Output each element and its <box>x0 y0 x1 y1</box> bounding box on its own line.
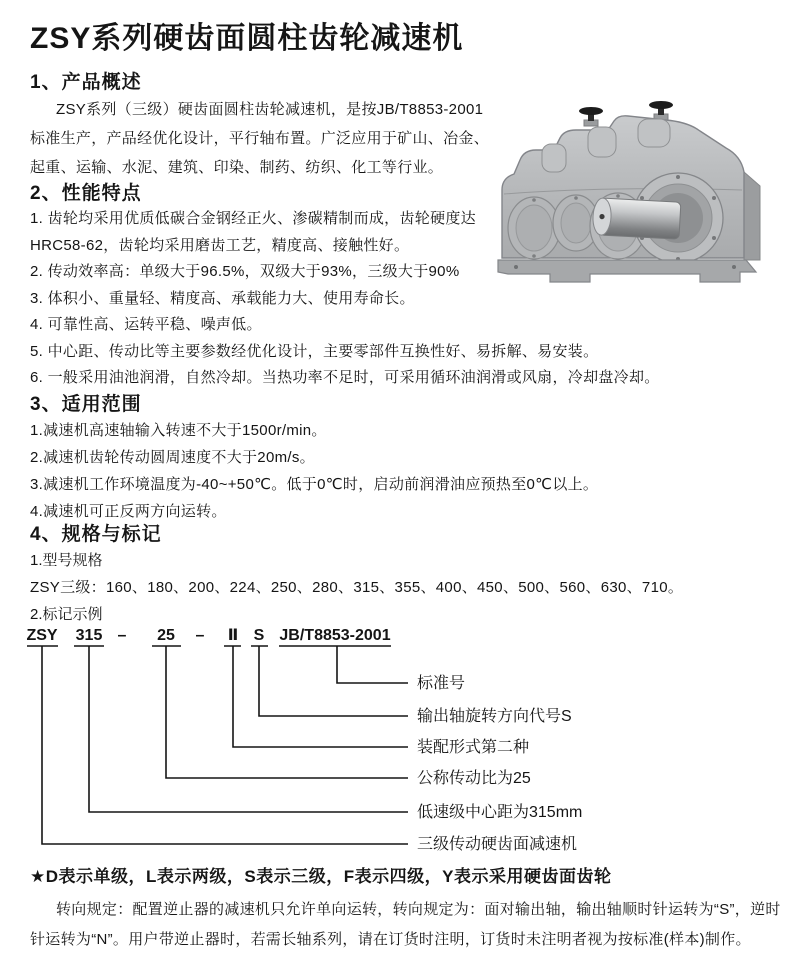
marking-label-center: 低速级中心距为315mm <box>417 803 583 821</box>
marking-label-stages: 三级传动硬齿面减速机 <box>417 835 578 853</box>
marking-token-ratio: 25 <box>157 626 175 644</box>
section-heading-spec: 4、规格与标记 <box>30 523 162 545</box>
performance-line: HRC58-62，齿轮均采用磨齿工艺，精度高、接触性好。 <box>30 236 410 254</box>
scope-line: 4.减速机可正反两方向运转。 <box>30 502 227 520</box>
document-page <box>0 20 800 964</box>
rotation-note-line: 针运转为“N”。用户带逆止器时，若需长轴系列，请在订货时注明，订货时未注明者视为按标准(样本)制作。 <box>30 930 751 948</box>
legend-footnote: ★D表示单级，L表示两级，S表示三级，F表示四级，Y表示采用硬齿面齿轮 <box>30 866 612 886</box>
overview-line: ZSY系列（三级）硬齿面圆柱齿轮减速机，是按JB/T8853-2001 <box>56 101 484 118</box>
spec-subheading-example: 2.标记示例 <box>30 605 103 623</box>
marking-token-dash: – <box>195 626 205 644</box>
marking-token-model: ZSY <box>26 626 58 644</box>
marking-token-assembly: Ⅱ <box>227 626 239 644</box>
marking-label-standard: 标准号 <box>417 674 466 692</box>
marking-label-ratio: 公称传动比为25 <box>417 769 531 787</box>
section-heading-overview: 1、产品概述 <box>30 72 142 93</box>
scope-line: 2.减速机齿轮传动圆周速度不大于20m/s。 <box>30 448 315 466</box>
overview-line: 标准生产，产品经优化设计，平行轴布置。广泛应用于矿山、冶金、 <box>30 130 490 147</box>
spec-subheading-models: 1.型号规格 <box>30 551 103 569</box>
gear-reducer-image <box>488 90 772 294</box>
marking-label-rotation: 输出轴旋转方向代号S <box>417 707 572 725</box>
marking-label-assembly: 装配形式第二种 <box>417 738 530 756</box>
output-shaft <box>592 198 681 240</box>
spec-models-list: ZSY三级：160、180、200、224、250、280、315、355、400、450、500、560、630、710。 <box>30 578 684 596</box>
performance-line: 6. 一般采用油池润滑，自然冷却。当热功率不足时，可采用循环油润滑或风扇，冷却盘冷却。 <box>30 369 660 386</box>
overview-line: 起重、运输、水泥、建筑、印染、制药、纺织、化工等行业。 <box>30 159 444 176</box>
marking-token-rotation: S <box>253 626 265 644</box>
scope-line: 3.减速机工作环境温度为-40~+50℃。低于0℃时，启动前润滑油应预热至0℃以上。 <box>30 475 599 493</box>
rotation-note-line: 转向规定：配置逆止器的减速机只允许单向运转，转向规定为：面对输出轴，输出轴顺时针运转为“S”，逆时 <box>56 900 781 918</box>
page-title: ZSY系列硬齿面圆柱齿轮减速机 <box>30 22 464 55</box>
marking-token-size: 315 <box>75 626 103 644</box>
marking-example-diagram <box>25 624 770 862</box>
rotation-note <box>30 895 781 955</box>
scope-line: 1.减速机高速轴输入转速不大于1500r/min。 <box>30 421 327 439</box>
marking-token-standard: JB/T8853-2001 <box>279 626 391 644</box>
performance-line: 3. 体积小、重量轻、精度高、承载能力大、使用寿命长。 <box>30 289 415 307</box>
performance-line: 4. 可靠性高、运转平稳、噪声低。 <box>30 316 262 333</box>
section-heading-scope: 3、适用范围 <box>30 393 142 415</box>
performance-line: 1. 齿轮均采用优质低碳合金钢经正火、渗碳精制而成，齿轮硬度达 <box>30 210 476 227</box>
performance-line: 2. 传动效率高：单级大于96.5%，双级大于93%，三级大于90% <box>30 263 460 280</box>
marking-token-dash: – <box>117 626 127 644</box>
performance-line: 5. 中心距、传动比等主要参数经优化设计，主要零部件互换性好、易拆解、易安装。 <box>30 342 599 360</box>
section-heading-performance: 2、性能特点 <box>30 183 142 204</box>
